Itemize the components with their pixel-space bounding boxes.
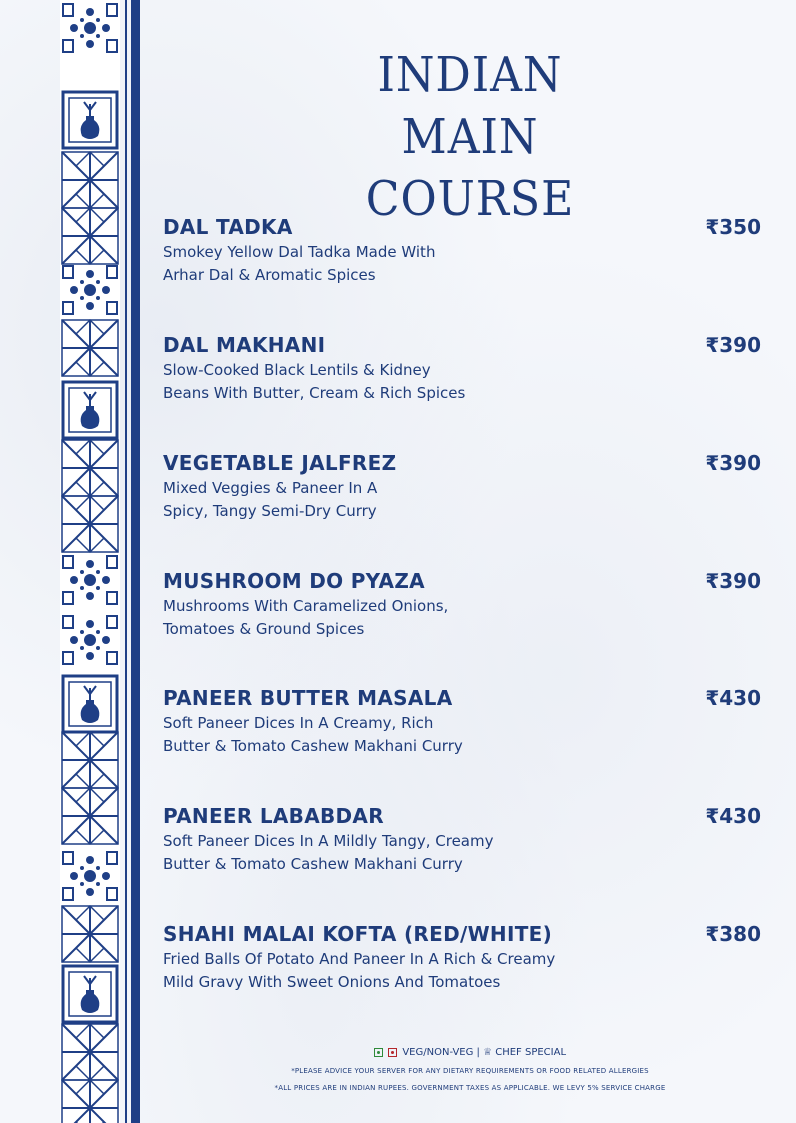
title-line-2: COURSE [365,171,575,227]
item-price: ₹390 [705,333,761,357]
decorative-tile-border [60,0,120,1123]
border-divider-thick [131,0,140,1123]
item-description-line: Fried Balls Of Potato And Paneer In A Rich & Creamy [163,950,556,968]
menu-item [163,214,763,287]
pricing-note: *ALL PRICES ARE IN INDIAN RUPEES. GOVERNMENT TAXES AS APPLICABLE. WE LEVY 5% SERVICE CHARGE [274,1084,666,1092]
item-description-line: Slow-Cooked Black Lentils & Kidney [163,361,431,379]
item-description [163,712,763,758]
veg-icon [374,1048,383,1057]
item-description [163,830,763,876]
legend-text: VEG/NON-VEG | ♕ CHEF SPECIAL [402,1047,567,1058]
item-description-line: Tomatoes & Ground Spices [163,620,365,638]
border-divider-thin [125,0,127,1123]
menu-item [163,568,763,641]
item-description-line: Soft Paneer Dices In A Mildly Tangy, Creamy [163,832,494,850]
item-price: ₹430 [705,686,761,710]
allergy-note: *PLEASE ADVICE YOUR SERVER FOR ANY DIETARY REQUIREMENTS OR FOOD RELATED ALLERGIES [291,1067,649,1075]
item-description [163,359,763,405]
item-description [163,948,763,994]
item-description-line: Mushrooms With Caramelized Onions, [163,597,449,615]
tile-row [62,4,118,1123]
non-veg-icon [388,1048,397,1057]
item-price: ₹430 [705,804,761,828]
item-description [163,477,763,523]
item-name: VEGETABLE JALFREZ [163,451,397,475]
item-description-line: Spicy, Tangy Semi-Dry Curry [163,502,377,520]
dietary-legend [240,1046,700,1060]
item-name: DAL TADKA [163,215,293,239]
title-line-1: INDIAN MAIN [377,47,563,165]
item-name: MUSHROOM DO PYAZA [163,569,425,593]
item-description-line: Smokey Yellow Dal Tadka Made With [163,243,436,261]
item-price: ₹390 [705,451,761,475]
item-name: DAL MAKHANI [163,333,326,357]
item-price: ₹390 [705,569,761,593]
item-description-line: Butter & Tomato Cashew Makhani Curry [163,855,463,873]
item-name: PANEER LABABDAR [163,804,384,828]
menu-item [163,450,763,523]
menu-item [163,921,763,994]
item-description-line: Soft Paneer Dices In A Creamy, Rich [163,714,434,732]
item-description-line: Mild Gravy With Sweet Onions And Tomatoes [163,973,501,991]
item-description [163,241,763,287]
item-description-line: Butter & Tomato Cashew Makhani Curry [163,737,463,755]
page-title [304,44,635,230]
menu-item [163,685,763,758]
item-description-line: Beans With Butter, Cream & Rich Spices [163,384,466,402]
item-name: SHAHI MALAI KOFTA (RED/WHITE) [163,922,553,946]
item-description [163,595,763,641]
menu-item [163,803,763,876]
item-name: PANEER BUTTER MASALA [163,686,453,710]
tile-pattern [60,0,120,1123]
item-description-line: Mixed Veggies & Paneer In A [163,479,378,497]
item-price: ₹350 [705,215,761,239]
item-price: ₹380 [705,922,761,946]
item-description-line: Arhar Dal & Aromatic Spices [163,266,376,284]
menu-item [163,332,763,405]
